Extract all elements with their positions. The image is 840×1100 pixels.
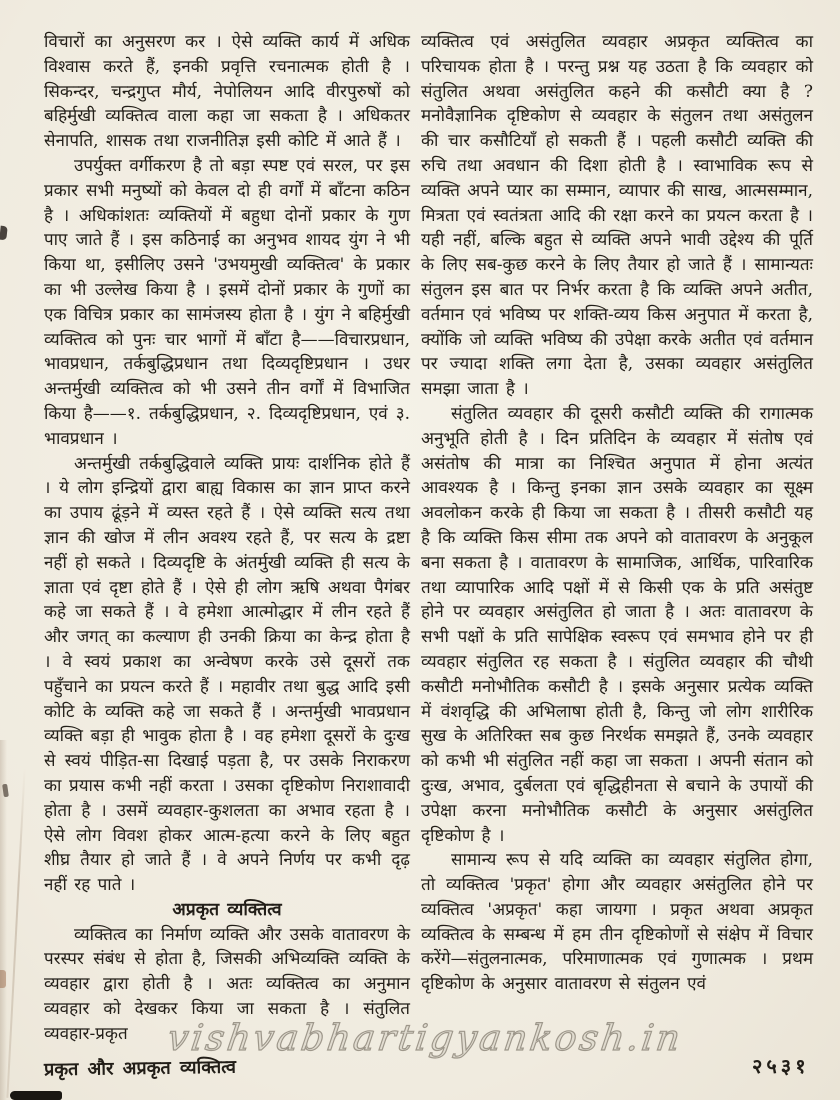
scan-artifact-binding-crease	[6, 768, 25, 1098]
site-watermark: vishvabhartigyankosh.in	[165, 1018, 686, 1059]
paragraph: सामान्य रूप से यदि व्यक्ति का व्यवहार संतुलित होगा, तो व्यक्तित्व 'प्रकृत' होगा और व्यवहार असंतुलित होने पर व्यक्तित्व 'अप्रकृत' कहा जायगा । प्रकृत अथवा अप्रकृत व्यक्तित्व के सम्बन्ध में हम तीन दृष्टिकोणों से संक्षेप में विचार करेंगे—संतुलनात्मक, परिमाणात्मक एवं गुणात्मक । प्रथम दृष्टिकोण के अनुसार वातावरण से संतुलन एवं	[421, 850, 813, 995]
page-number: २५३१	[752, 1054, 810, 1078]
paragraph: संतुलित व्यवहार की दूसरी कसौटी व्यक्ति की रागात्मक अनुभूति होती है । दिन प्रतिदिन के व्यवहार में संतोष एवं असंतोष की मात्रा का निश्चित अनुपात में होना अत्यंत आवश्यक है । किन्तु इनका ज्ञान उसके व्यवहार का सूक्ष्म अवलोकन करके ही किया जा सकता है । तीसरी कसौटी यह है कि व्यक्ति किस सीमा तक अपने को वातावरण के अनुकूल बना सकता है । वातावरण के सामाजिक, आर्थिक, पारिवारिक तथा व्यापारिक आदि पक्षों में से किसी एक के प्रति असंतुष्ट होने पर व्यवहार असंतुलित हो जाता है । अतः वातावरण के सभी पक्षों के प्रति सापेक्षिक स्वरूप एवं समभाव होने पर ही व्यवहार संतुलित रह सकता है । संतुलित व्यवहार की चौथी कसौटी मनोभौतिक कसौटी है । इसके अनुसार प्रत्येक व्यक्ति में वंशवृद्धि की अभिलाषा होती है, किन्तु जो लोग शारीरिक सुख के अतिरिक्त सब कुछ निरर्थक समझते हैं, उनके व्यवहार को कभी भी संतुलित नहीं कहा जा सकता । अपनी संतान को दुःख, अभाव, दुर्बलता एवं बृद्धिहीनता से बचाने के उपायों की उपेक्षा करना मनोभौतिक कसौटी के अनुसार असंतुलित दृष्टिकोण है ।	[421, 403, 813, 846]
running-title: प्रकृत और अप्रकृत व्यक्तित्व	[43, 1056, 237, 1081]
right-column	[421, 30, 813, 997]
paragraph: विचारों का अनुसरण कर । ऐसे व्यक्ति कार्य में अधिक विश्वास करते हैं, इनकी प्रवृत्ति रचनात्मक होती है । सिकन्दर, चन्द्रगुप्त मौर्य, नेपोलियन आदि वीरपुरुषों को बहिर्मुखी व्यक्तित्व वाला कहा जा सकता है । अधिकतर सेनापति, शासक तथा राजनीतिज्ञ इसी कोटि में आते हैं ।	[44, 32, 410, 152]
scan-artifact-corner-mark	[10, 1091, 62, 1100]
paragraph: व्यक्तित्व एवं असंतुलित व्यवहार अप्रकृत व्यक्तित्व का परिचायक होता है । परन्तु प्रश्न यह उठता है कि व्यवहार को संतुलित अथवा असंतुलित कहने की कसौटी क्या है ? मनोवैज्ञानिक दृष्टिकोण से व्यवहार के संतुलन तथा असंतुलन की चार कसौटियाँ हो सकती हैं । पहली कसौटी व्यक्ति की रुचि तथा अवधान की दिशा होती है । स्वाभाविक रूप से व्यक्ति अपने प्यार का सम्मान, व्यापार की साख, आत्मसम्मान, मित्रता एवं स्वतंत्रता आदि की रक्षा करने का प्रयत्न करता है । यही नहीं, बल्कि बहुत से व्यक्ति अपने भावी उद्देश्य की पूर्ति के लिए सब-कुछ करने के लिए तैयार हो जाते हैं । सामान्यतः संतुलन इस बात पर निर्भर करता है कि व्यक्ति अपने अतीत, वर्तमान एवं भविष्य पर शक्ति-व्यय किस अनुपात में करता है, क्योंकि जो व्यक्ति भविष्य की उपेक्षा करके अतीत एवं वर्तमान पर ज्यादा शक्ति लगा देता है, उसका व्यवहार असंतुलित समझा जाता है ।	[421, 32, 814, 400]
scan-artifact-edge-tick	[0, 226, 8, 241]
paragraph: उपर्युक्त वर्गीकरण है तो बड़ा स्पष्ट एवं सरल, पर इस प्रकार सभी मनुष्यों को केवल दो ही वर्गों में बाँटना कठिन है । अधिकांशतः व्यक्तियों में बहुधा दोनों प्रकार के गुण पाए जाते हैं । इस कठिनाई का अनुभव शायद युंग ने भी किया था, इसीलिए उसने 'उभयमुखी व्यक्तित्व' के प्रकार का भी उल्लेख किया है । इसमें दोनों प्रकार के गुणों का एक विचित्र प्रकार का सामंजस्य होता है । युंग ने बहिर्मुखी व्यक्तित्व को पुनः चार भागों में बाँटा है——विचारप्रधान, भावप्रधान, तर्कबुद्धिप्रधान तथा दिव्यदृष्टिप्रधान । उधर अन्तर्मुखी व्यक्तित्व को भी उसने तीन वर्गों में विभाजित किया है——१. तर्कबुद्धिप्रधान, २. दिव्यदृष्टिप्रधान, एवं ३. भावप्रधान ।	[44, 155, 410, 449]
paragraph: व्यक्तित्व का निर्माण व्यक्ति और उसके वातावरण के परस्पर संबंध से होता है, जिसकी अभिव्यक्ति व्यक्ति के व्यवहार द्वारा होती है । अतः व्यक्तित्व का अनुमान व्यवहार को देखकर किया जा सकता है । संतुलित व्यवहार-प्रकृत	[44, 924, 410, 1044]
section-heading: अप्रकृत व्यक्तित्व	[172, 899, 282, 920]
scan-artifact-edge-shade	[0, 740, 7, 1100]
paragraph: अन्तर्मुखी तर्कबुद्धिवाले व्यक्ति प्रायः दार्शनिक होते हैं । ये लोग इन्द्रियों द्वारा बाह्य विकास का ज्ञान प्राप्त करने का उपाय ढूंड़ने में व्यस्त रहते हैं । ऐसे व्यक्ति सत्य तथा ज्ञान की खोज में लीन अवश्य रहते हैं, पर सत्य के द्रष्टा नहीं हो सकते । दिव्यदृष्टि के अंतर्मुखी व्यक्ति ही सत्य के ज्ञाता एवं दृष्टा होते हैं । ऐसे ही लोग ऋषि अथवा पैगंबर कहे जा सकते हैं । वे हमेशा आत्मोद्धार में लीन रहते हैं और जगत् का कल्याण ही उनकी क्रिया का केन्द्र होता है । वे स्वयं प्रकाश का अन्वेषण करके उसे दूसरों तक पहुँचाने का प्रयत्न करते हैं । महावीर तथा बुद्ध आदि इसी कोटि के व्यक्ति कहे जा सकते हैं । अन्तर्मुखी भावप्रधान व्यक्ति बड़ा ही भावुक होता है । वह हमेशा दूसरों के दुःख से स्वयं पीड़ित-सा दिखाई पड़ता है, पर उसके निराकरण का प्रयास कभी नहीं करता । उसका दृष्टिकोण निराशावादी होता है । उसमें व्यवहार-कुशलता का अभाव रहता है । ऐसे लोग विवश होकर आत्म-हत्या करने के लिए बहुत शीघ्र तैयार हो जाते हैं । वे अपने निर्णय पर कभी दृढ़ नहीं रह पाते ।	[44, 453, 410, 896]
left-column	[44, 30, 410, 1047]
